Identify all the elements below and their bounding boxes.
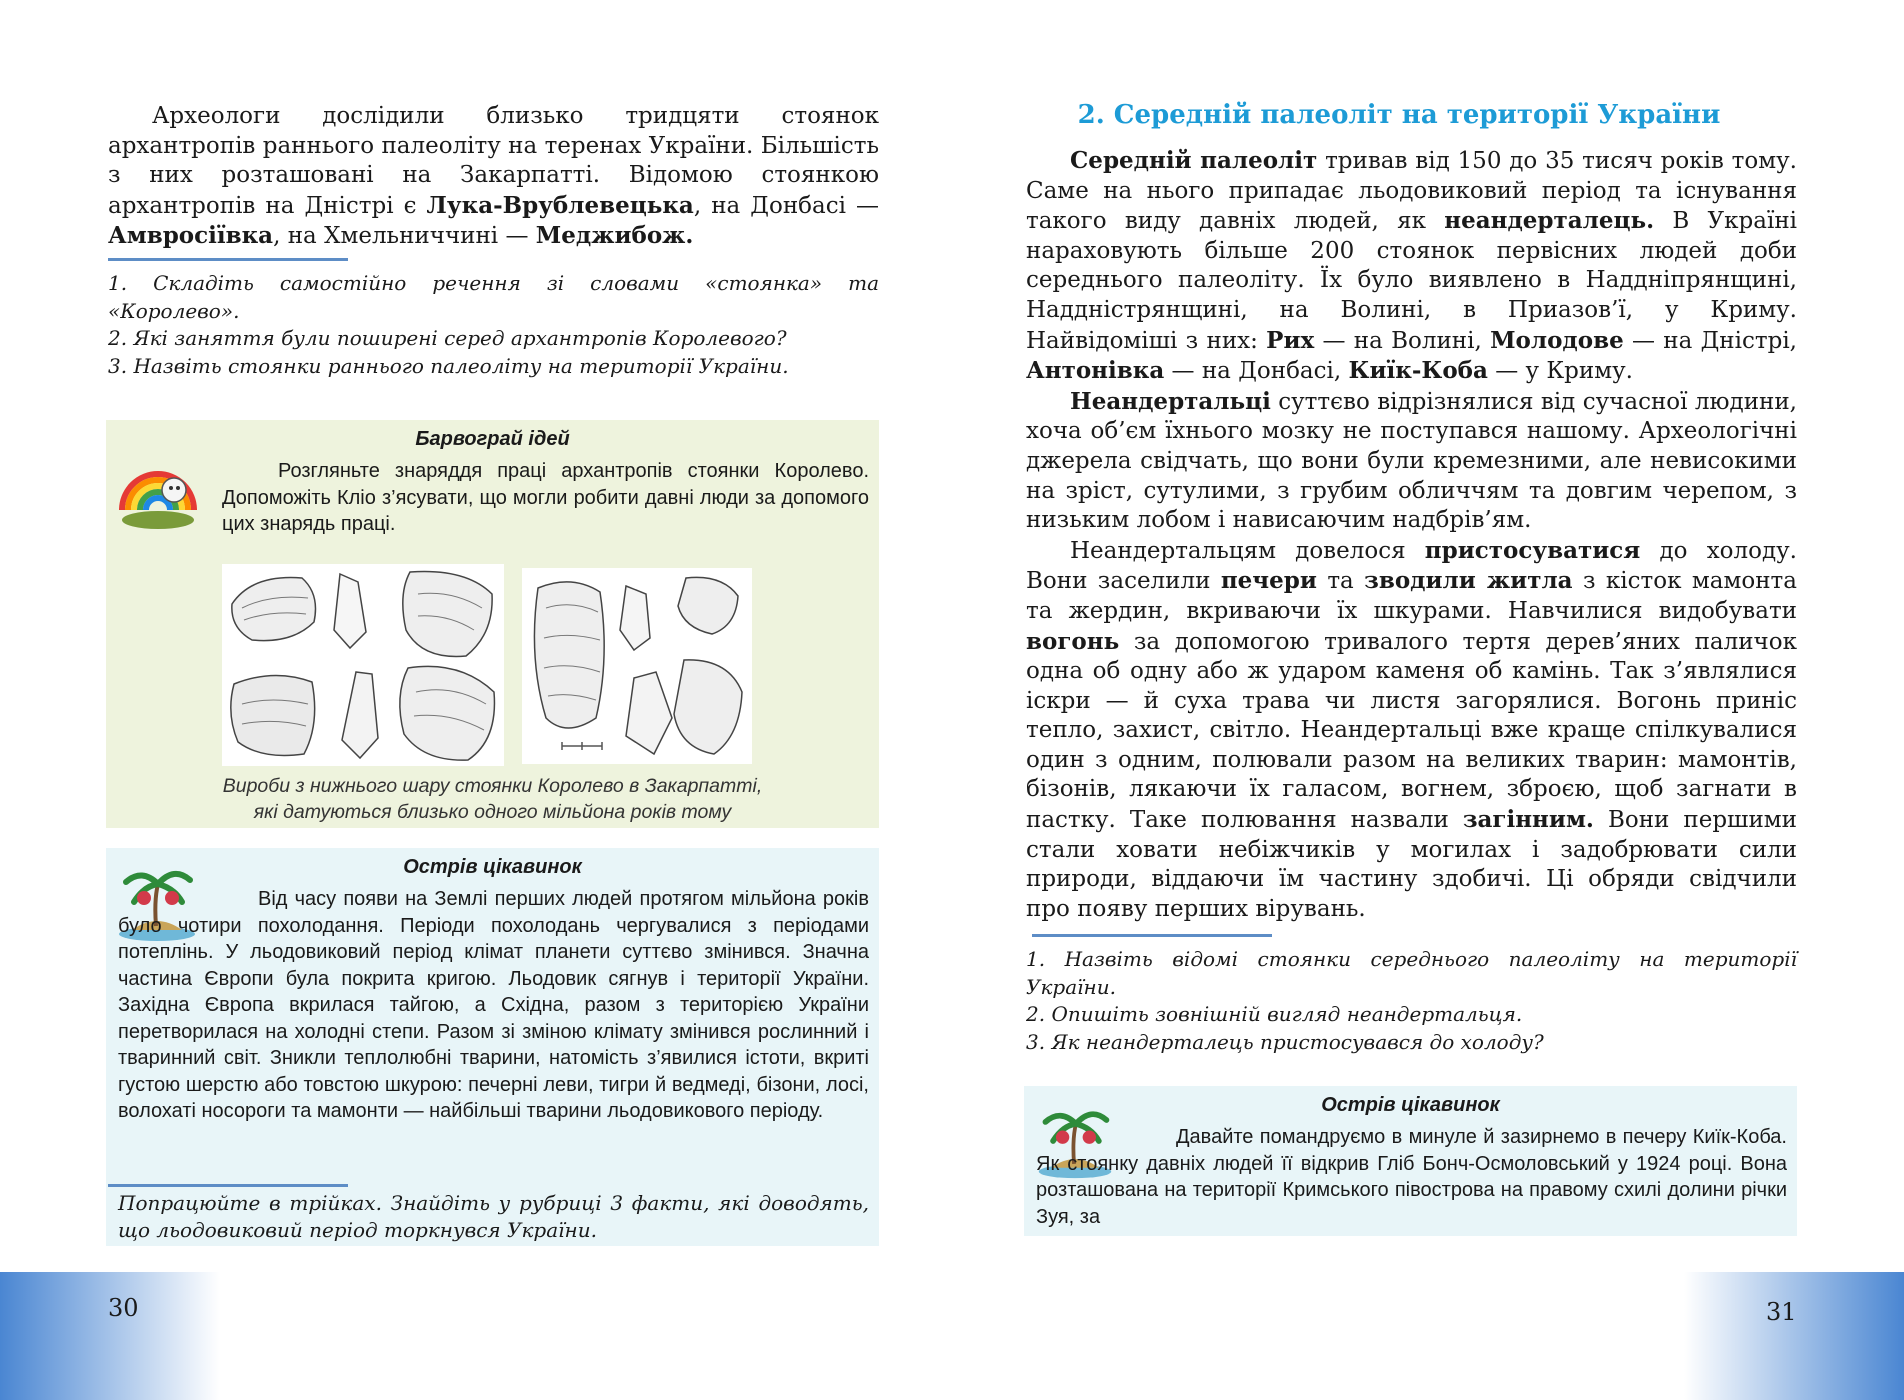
bold-term: вогонь bbox=[1026, 627, 1120, 655]
rainbow-mascot-icon bbox=[116, 450, 200, 532]
question-item: 2. Опишіть зовнішній вигляд неандертальця. bbox=[1026, 1002, 1523, 1026]
question-item: 1. Складіть самостійно речення зі словами «стоянка» та «Королево». bbox=[108, 271, 879, 323]
text-run: та bbox=[1316, 568, 1365, 595]
text-run: суттєво відрізнялися від сучасної людини, хоча об’єм їхнього мозку не поступався нашому. Археологічні джерела свідчать, що вони були кремезними, але невисокими на зріст, сутулими, з грубим обличчям та довгим черепом, з низьким лобом і нависаючим надбрів’ям. bbox=[1026, 388, 1797, 534]
divider-rule bbox=[108, 1184, 348, 1187]
text-run: Вони першими стали ховати небіжчиків у могилах і задобрювати сили природи, віддаючи їм частину здобичі. Ці обряди свідчили про появу перших вірувань. bbox=[1026, 807, 1797, 922]
bold-term: Меджибож. bbox=[535, 222, 694, 250]
text-run: — на Донбасі, bbox=[1164, 358, 1349, 385]
bold-term: неандерталець. bbox=[1444, 207, 1655, 235]
text-run: з кісток мамонта та жердин, вкриваючи їх шкурами. Навчилися видобувати bbox=[1026, 568, 1797, 624]
box-title: Барвограй ідей bbox=[415, 428, 570, 450]
page-number: 31 bbox=[1766, 1298, 1797, 1326]
footer-gradient bbox=[1684, 1272, 1904, 1400]
question-list bbox=[1026, 946, 1797, 1056]
bold-term: Середній палеоліт bbox=[1070, 147, 1318, 174]
box-text: Розгляньте знаряддя праці архантропів стоянки Королево. Допоможіть Кліо з’ясувати, що могли робити давні люди за допомого цих знарядь праці. bbox=[222, 460, 869, 535]
bold-term: Неандертальці bbox=[1070, 387, 1271, 415]
box-title: Острів цікавинок bbox=[403, 856, 582, 878]
text-run: — на Дністрі, bbox=[1623, 327, 1797, 354]
bold-term: Рих bbox=[1266, 326, 1315, 354]
text-run: тривав від 150 до 35 тисяч років тому. Саме на нього припадає льодовиковий період та існування такого виду давніх людей, як bbox=[1026, 148, 1797, 235]
caption-line: Вироби з нижнього шару стоянки Королево в Закарпатті, bbox=[222, 775, 763, 797]
text-run: Археологи дослідили близько тридцяти стоянок архантропів раннього палеоліту на теренах України. Більшість з них розташовані на Закарпатті. Відомою стоянкою архантропів на Дністрі є bbox=[108, 103, 879, 219]
paragraph bbox=[1026, 536, 1797, 925]
text-run: — на Волині, bbox=[1314, 327, 1491, 354]
question-item: 2. Які заняття були поширені серед архантропів Королевого? bbox=[108, 326, 787, 350]
question-item: 1. Назвіть відомі стоянки середнього палеоліту на території України. bbox=[1026, 947, 1797, 999]
bold-term: зводили житла bbox=[1364, 567, 1573, 595]
stone-tools-image-left bbox=[222, 564, 504, 766]
group-task: Попрацюйте в трійках. Знайдіть у рубриці 3 факти, які доводять, що льодовиковий період торкнувся України. bbox=[118, 1191, 869, 1242]
page-number: 30 bbox=[108, 1294, 139, 1322]
text-run: до холоду. Вони заселили bbox=[1026, 537, 1797, 595]
facts-box bbox=[106, 848, 879, 1246]
text-run: Неандертальцям довелося bbox=[1070, 537, 1425, 564]
bold-term: Лука-Врублевецька bbox=[426, 191, 694, 219]
question-item: 3. Як неандерталець пристосувався до холоду? bbox=[1026, 1029, 1544, 1054]
text-run: — у Криму. bbox=[1487, 358, 1633, 385]
bold-term: Киїк-Коба bbox=[1348, 357, 1488, 385]
bold-term: пристосуватися bbox=[1424, 536, 1641, 564]
question-item: 3. Назвіть стоянки раннього палеоліту на території України. bbox=[108, 353, 789, 378]
bold-term: печери bbox=[1220, 567, 1317, 595]
bold-term: Молодове bbox=[1490, 326, 1624, 354]
section-title: 2. Середній палеоліт на території України bbox=[1077, 100, 1721, 130]
caption-line: які датуються близько одного мільйона років тому bbox=[253, 801, 732, 823]
ideas-box bbox=[106, 420, 879, 828]
divider-rule bbox=[108, 258, 348, 261]
question-list bbox=[108, 270, 879, 380]
footer-gradient bbox=[0, 1272, 220, 1400]
facts-box bbox=[1024, 1086, 1797, 1236]
intro-paragraph bbox=[108, 102, 879, 252]
text-run: , на Донбасі — bbox=[693, 192, 879, 219]
paragraph bbox=[1026, 387, 1797, 536]
bold-term: Антонівка bbox=[1026, 357, 1165, 385]
stone-tools-image-right bbox=[522, 568, 752, 764]
bold-term: загінним. bbox=[1462, 806, 1594, 834]
main-text bbox=[1026, 146, 1797, 924]
box-title: Острів цікавинок bbox=[1321, 1094, 1500, 1116]
divider-rule bbox=[1032, 934, 1272, 937]
text-run: В Україні нараховують більше 200 стоянок первісних людей доби середнього палеоліту. Їх було виявлено в Наддніпрянщині, Наддністрянщині, на Волині, в Приазов’ї, у Криму. Найвідоміші з них: bbox=[1026, 208, 1797, 354]
box-text: Давайте помандруємо в минуле й зазирнемо в печеру Киїк-Коба. Як стоянку давніх людей її відкрив Гліб Бонч-Осмоловський у 1924 році. Вона розташована на території Кримського півострова на правому схилі долини річки Зуя, за bbox=[1036, 1126, 1787, 1228]
right-page bbox=[952, 0, 1904, 1400]
paragraph bbox=[1026, 146, 1797, 387]
text-run: за допомогою тривалого тертя дерев’яних паличок одна об одну або ж ударом каменя об камінь. Так з’являлися іскри — й суха трава чи листя загорялися. Вогонь приніс тепло, захист, світло. Неандертальці вже краще спілкувалися один з одним, полювали разом на великих тварин: мамонтів, бізонів, лякаючи їх галасом, вогнем, зброєю, щоб загнати в пастку. Таке полювання назвали bbox=[1026, 628, 1797, 834]
text-run: , на Хмельниччині — bbox=[273, 223, 536, 250]
box-text: Від часу появи на Землі перших людей протягом мільйона років було чотири похолодання. Періоди похолодань чергувалися з періодами потеплінь. У льодовиковий період клімат планети суттєво змінився. Значна частина Європи була покрита кригою. Льодовик сягнув і території України. Західна Європа вкрилася тайгою, а Східна, разом з територією України перетворилася на холодні степи. Разом зі зміною клімату змінився рослинний і тваринний світ. Зникли теплолюбні тварини, натомість з’явилися істоти, вкриті густою шерстю або товстою шкурою: печерні леви, тигри й ведмеді, бізони, лосі, волохаті носороги та мамонти — найбільші тварини льодовикового періоду. bbox=[118, 888, 869, 1122]
bold-term: Амвросіївка bbox=[108, 222, 274, 250]
image-caption bbox=[106, 773, 879, 825]
